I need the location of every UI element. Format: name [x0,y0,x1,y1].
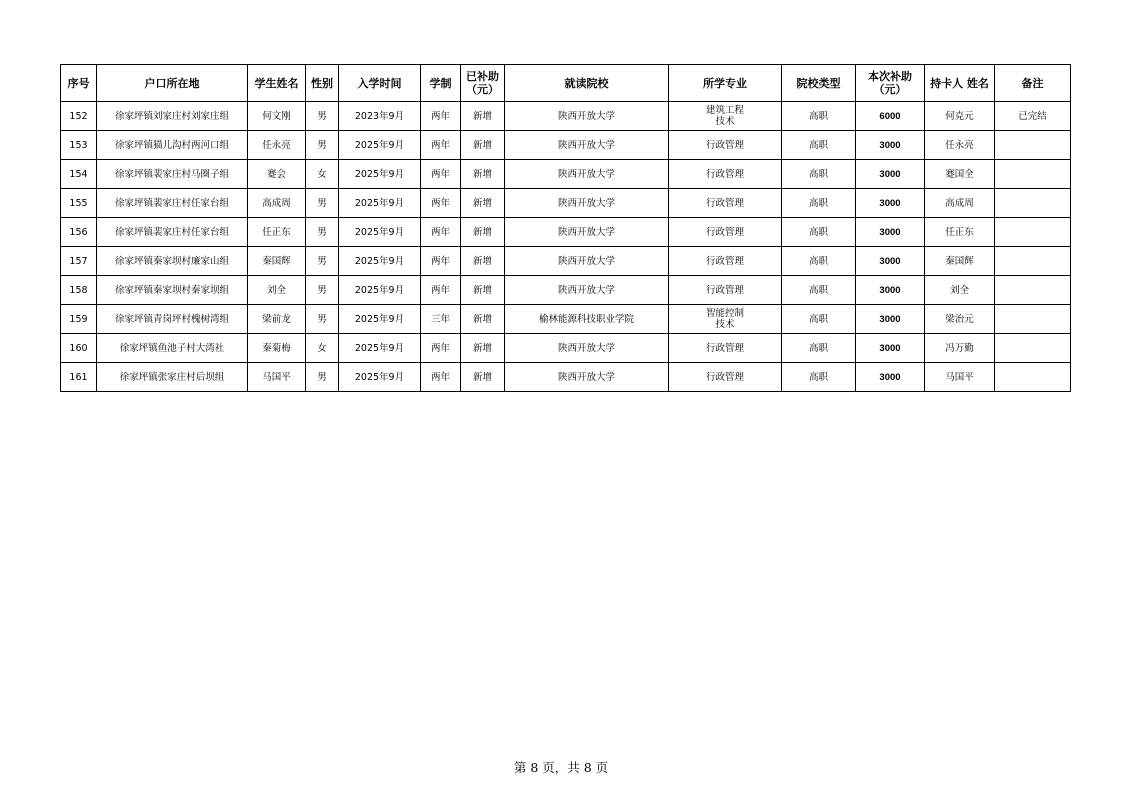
cell-name: 马国平 [248,363,306,392]
cell-school: 陕西开放大学 [505,334,669,363]
cell-gender: 女 [306,160,339,189]
cell-school: 陕西开放大学 [505,160,669,189]
cell-note [995,218,1071,247]
cell-duration: 两年 [421,131,461,160]
table-row [61,363,1071,392]
cell-duration: 两年 [421,160,461,189]
table-row [61,160,1071,189]
cell-note [995,305,1071,334]
cell-name: 秦菊梅 [248,334,306,363]
col-header-holder: 持卡人 姓名 [925,65,995,102]
cell-name: 何文刚 [248,102,306,131]
cell-name: 高成周 [248,189,306,218]
col-header-note: 备注 [995,65,1071,102]
cell-note: 已完结 [995,102,1071,131]
cell-enroll: 2025年9月 [339,363,421,392]
cell-name: 任永亮 [248,131,306,160]
cell-subsidized: 新增 [461,247,505,276]
cell-amount: 3000 [856,247,925,276]
cell-seq: 152 [61,102,97,131]
cell-school: 陕西开放大学 [505,218,669,247]
table-body [61,102,1071,392]
cell-amount: 3000 [856,160,925,189]
page-number-text: 第 8 页，共 8 页 [513,760,609,775]
cell-amount: 3000 [856,189,925,218]
cell-major: 行政管理 [669,276,782,305]
cell-gender: 男 [306,189,339,218]
cell-seq: 153 [61,131,97,160]
cell-school: 陕西开放大学 [505,363,669,392]
table-row [61,334,1071,363]
cell-holder: 秦国辉 [925,247,995,276]
header-row [61,65,1071,102]
cell-name: 任正东 [248,218,306,247]
cell-holder: 梁治元 [925,305,995,334]
cell-enroll: 2025年9月 [339,160,421,189]
cell-amount: 3000 [856,363,925,392]
cell-holder: 任永亮 [925,131,995,160]
page-footer [0,758,1122,776]
cell-subsidized: 新增 [461,363,505,392]
cell-amount: 3000 [856,131,925,160]
cell-gender: 男 [306,305,339,334]
cell-hukou: 徐家坪镇猫儿沟村两河口组 [97,131,248,160]
cell-hukou: 徐家坪镇裴家庄村任家台组 [97,189,248,218]
cell-duration: 两年 [421,363,461,392]
cell-holder: 刘全 [925,276,995,305]
cell-holder: 高成周 [925,189,995,218]
cell-seq: 161 [61,363,97,392]
cell-school: 陕西开放大学 [505,247,669,276]
cell-subsidized: 新增 [461,276,505,305]
table-row [61,305,1071,334]
cell-hukou: 徐家坪镇青岗坪村槐树湾组 [97,305,248,334]
col-header-subsidized: 已补助（元） [461,65,505,102]
cell-amount: 6000 [856,102,925,131]
cell-name: 刘全 [248,276,306,305]
cell-school-type: 高职 [782,218,856,247]
cell-gender: 女 [306,334,339,363]
table-row [61,276,1071,305]
col-header-gender: 性别 [306,65,339,102]
cell-amount: 3000 [856,334,925,363]
cell-subsidized: 新增 [461,131,505,160]
cell-major: 建筑工程 技术 [669,102,782,131]
cell-note [995,131,1071,160]
cell-hukou: 徐家坪镇裴家庄村任家台组 [97,218,248,247]
cell-major: 行政管理 [669,247,782,276]
cell-duration: 两年 [421,247,461,276]
cell-school-type: 高职 [782,334,856,363]
cell-duration: 两年 [421,334,461,363]
cell-amount: 3000 [856,218,925,247]
cell-seq: 154 [61,160,97,189]
cell-major: 行政管理 [669,189,782,218]
cell-subsidized: 新增 [461,102,505,131]
col-header-school: 就读院校 [505,65,669,102]
cell-enroll: 2023年9月 [339,102,421,131]
cell-note [995,247,1071,276]
cell-amount: 3000 [856,305,925,334]
cell-hukou: 徐家坪镇秦家坝村秦家坝组 [97,276,248,305]
cell-subsidized: 新增 [461,305,505,334]
cell-school: 陕西开放大学 [505,102,669,131]
cell-holder: 冯万勤 [925,334,995,363]
cell-name: 梁前龙 [248,305,306,334]
cell-seq: 160 [61,334,97,363]
cell-hukou: 徐家坪镇裴家庄村马圈子组 [97,160,248,189]
cell-holder: 任正东 [925,218,995,247]
table-row [61,218,1071,247]
cell-seq: 157 [61,247,97,276]
cell-major: 智能控制 技术 [669,305,782,334]
cell-gender: 男 [306,247,339,276]
col-header-hukou: 户口所在地 [97,65,248,102]
table-row [61,189,1071,218]
cell-hukou: 徐家坪镇鱼池子村大湾社 [97,334,248,363]
cell-school-type: 高职 [782,131,856,160]
cell-hukou: 徐家坪镇张家庄村后坝组 [97,363,248,392]
cell-duration: 两年 [421,276,461,305]
cell-name: 秦国辉 [248,247,306,276]
cell-seq: 156 [61,218,97,247]
cell-subsidized: 新增 [461,189,505,218]
cell-enroll: 2025年9月 [339,189,421,218]
cell-duration: 两年 [421,102,461,131]
cell-major: 行政管理 [669,160,782,189]
cell-enroll: 2025年9月 [339,276,421,305]
cell-enroll: 2025年9月 [339,305,421,334]
cell-hukou: 徐家坪镇秦家坝村廉家山组 [97,247,248,276]
cell-seq: 158 [61,276,97,305]
table-row [61,247,1071,276]
cell-enroll: 2025年9月 [339,334,421,363]
cell-gender: 男 [306,218,339,247]
cell-school-type: 高职 [782,276,856,305]
cell-holder: 蹇国全 [925,160,995,189]
cell-school: 陕西开放大学 [505,276,669,305]
col-header-seq: 序号 [61,65,97,102]
cell-seq: 155 [61,189,97,218]
cell-subsidized: 新增 [461,218,505,247]
cell-school: 陕西开放大学 [505,189,669,218]
cell-seq: 159 [61,305,97,334]
cell-duration: 两年 [421,189,461,218]
cell-school-type: 高职 [782,102,856,131]
cell-amount: 3000 [856,276,925,305]
col-header-school-type: 院校类型 [782,65,856,102]
cell-major: 行政管理 [669,363,782,392]
cell-note [995,334,1071,363]
cell-note [995,363,1071,392]
cell-school: 榆林能源科技职业学院 [505,305,669,334]
cell-gender: 男 [306,102,339,131]
cell-hukou: 徐家坪镇刘家庄村刘家庄组 [97,102,248,131]
cell-school-type: 高职 [782,189,856,218]
cell-major: 行政管理 [669,334,782,363]
cell-enroll: 2025年9月 [339,131,421,160]
cell-school: 陕西开放大学 [505,131,669,160]
cell-holder: 马国平 [925,363,995,392]
cell-school-type: 高职 [782,305,856,334]
cell-subsidized: 新增 [461,160,505,189]
cell-gender: 男 [306,276,339,305]
col-header-major: 所学专业 [669,65,782,102]
cell-enroll: 2025年9月 [339,218,421,247]
table-row [61,102,1071,131]
cell-duration: 两年 [421,218,461,247]
cell-school-type: 高职 [782,247,856,276]
cell-gender: 男 [306,363,339,392]
col-header-amount: 本次补助（元） [856,65,925,102]
cell-note [995,276,1071,305]
col-header-enroll: 入学时间 [339,65,421,102]
col-header-duration: 学制 [421,65,461,102]
cell-duration: 三年 [421,305,461,334]
cell-note [995,189,1071,218]
cell-school-type: 高职 [782,363,856,392]
table-row [61,131,1071,160]
cell-name: 蹇会 [248,160,306,189]
col-header-name: 学生姓名 [248,65,306,102]
cell-school-type: 高职 [782,160,856,189]
cell-major: 行政管理 [669,131,782,160]
cell-note [995,160,1071,189]
cell-enroll: 2025年9月 [339,247,421,276]
cell-holder: 何克元 [925,102,995,131]
cell-major: 行政管理 [669,218,782,247]
cell-subsidized: 新增 [461,334,505,363]
subsidy-table [60,64,1071,392]
cell-gender: 男 [306,131,339,160]
